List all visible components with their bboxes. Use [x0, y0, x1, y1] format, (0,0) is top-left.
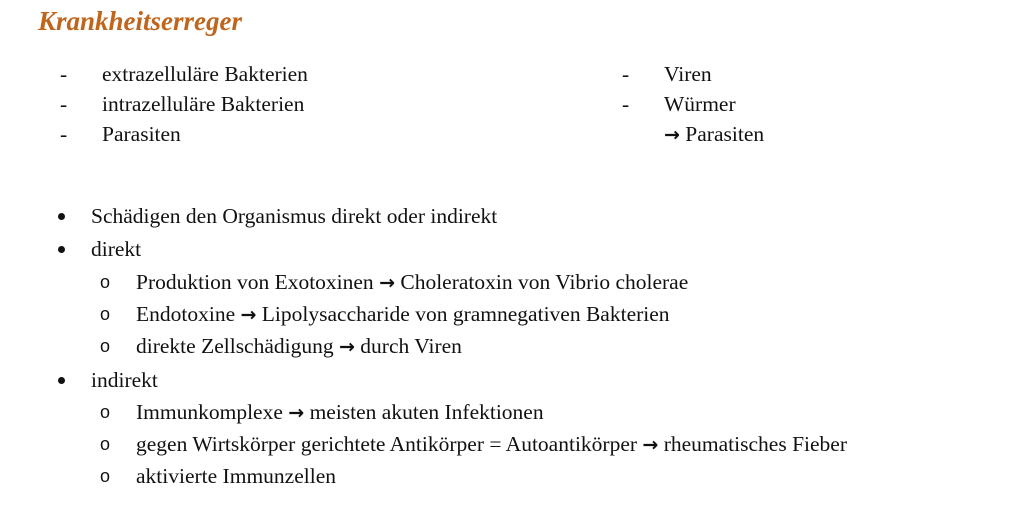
circle-bullet-icon: o	[100, 434, 111, 454]
sub-bullet-text	[136, 299, 670, 330]
sub-bullet-effect: Choleratoxin von Vibrio cholerae	[400, 270, 689, 294]
circle-bullet-icon: o	[100, 336, 111, 356]
sub-bullet-text	[136, 267, 688, 298]
dash-marker: -	[622, 92, 630, 116]
sub-bullet-text	[136, 429, 847, 460]
dash-marker: -	[60, 122, 68, 146]
dash-marker: -	[60, 62, 68, 86]
sub-bullet-effect: Lipolysaccharide von gramnegativen Bakterien	[261, 302, 670, 326]
bullet-text: indirekt	[91, 368, 158, 392]
list-item-text: Parasiten	[685, 122, 765, 146]
arrow-icon: →	[339, 336, 355, 358]
arrow-icon: →	[288, 402, 305, 424]
circle-bullet-icon: o	[100, 272, 111, 292]
bullet-text: Schädigen den Organismus direkt oder indirekt	[91, 204, 498, 228]
circle-bullet-icon: o	[100, 304, 111, 324]
list-item-text: Parasiten	[102, 122, 181, 146]
bullet-icon	[58, 246, 65, 253]
list-item-text: extrazelluläre Bakterien	[102, 62, 308, 86]
sub-bullet-cause: Immunkomplexe	[136, 400, 283, 424]
arrow-icon: →	[642, 434, 659, 456]
arrow-icon: →	[240, 304, 257, 326]
dash-marker: -	[622, 62, 630, 86]
page-title: Krankheitserreger	[38, 6, 243, 36]
circle-bullet-icon: o	[100, 466, 111, 486]
list-item-text: Würmer	[664, 92, 736, 116]
bullet-text: direkt	[91, 237, 142, 261]
sub-bullet-effect: meisten akuten Infektionen	[309, 400, 544, 424]
list-item-text: Viren	[664, 62, 712, 86]
list-item-text: intrazelluläre Bakterien	[102, 92, 305, 116]
sub-bullet-effect: durch Viren	[360, 334, 462, 358]
sub-bullet-cause: gegen Wirtskörper gerichtete Antikörper = Autoantikörper	[136, 432, 638, 456]
list-subitem	[664, 119, 764, 150]
circle-bullet-icon: o	[100, 402, 111, 422]
sub-bullet-cause: Endotoxine	[136, 302, 236, 326]
bullet-icon	[58, 213, 65, 220]
sub-bullet-text	[136, 397, 544, 428]
bullet-icon	[58, 377, 65, 384]
sub-bullet-cause: Produktion von Exotoxinen	[136, 270, 374, 294]
sub-bullet-cause: direkte Zellschädigung	[136, 334, 334, 358]
sub-bullet-text: aktivierte Immunzellen	[136, 464, 336, 488]
dash-marker: -	[60, 92, 68, 116]
arrow-icon: →	[379, 272, 395, 294]
sub-bullet-text	[136, 331, 462, 362]
arrow-icon: →	[664, 124, 680, 146]
sub-bullet-effect: rheumatisches Fieber	[663, 432, 847, 456]
